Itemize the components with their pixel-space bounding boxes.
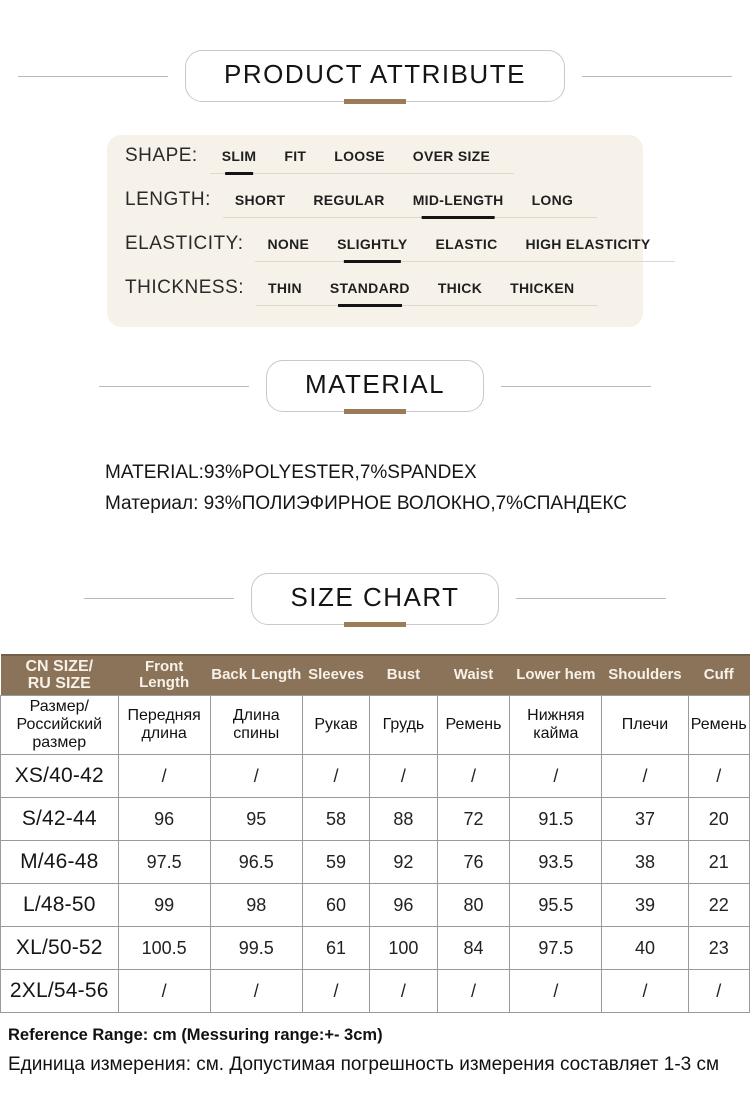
value-front-length: 99 [118, 884, 210, 927]
col-subheader-back-length: Длина спины [210, 696, 302, 755]
value-lower-hem: / [510, 755, 602, 798]
attribute-options [210, 148, 514, 174]
value-sleeves: 59 [302, 841, 369, 884]
size-row-s-42-44 [1, 798, 750, 841]
value-bust: 100 [370, 927, 437, 970]
value-back-length: / [210, 970, 302, 1013]
col-subheader-waist: Ремень [437, 696, 510, 755]
attribute-row-thickness [125, 277, 625, 321]
attribute-label: SHAPE: [125, 145, 198, 166]
value-waist: 72 [437, 798, 510, 841]
value-cuff: 20 [688, 798, 749, 841]
size-row-xl-50-52 [1, 927, 750, 970]
size-chart-title-box [251, 573, 498, 625]
col-subheader-cn-ru-size: Размер/ Российский размер [1, 696, 119, 755]
value-shoulders: 38 [602, 841, 688, 884]
value-sleeves: 58 [302, 798, 369, 841]
value-front-length: 97.5 [118, 841, 210, 884]
size-row-l-48-50 [1, 884, 750, 927]
attribute-option-thicken: THICKEN [510, 280, 575, 296]
attribute-option-slightly: SLIGHTLY [337, 236, 408, 252]
value-waist: / [437, 755, 510, 798]
divider-line [84, 598, 234, 599]
col-header-shoulders: Shoulders [602, 655, 688, 696]
attribute-row-shape [125, 145, 625, 189]
col-header-front-length: Front Length [118, 655, 210, 696]
size-row-2xl-54-56 [1, 970, 750, 1013]
size-row-xs-40-42 [1, 755, 750, 798]
value-sleeves: 60 [302, 884, 369, 927]
material-title: MATERIAL [304, 369, 446, 399]
product-attribute-title: PRODUCT ATTRIBUTE [224, 59, 526, 89]
value-cuff: / [688, 755, 749, 798]
size-label: M/46-48 [1, 841, 119, 884]
value-bust: 96 [370, 884, 437, 927]
value-back-length: / [210, 755, 302, 798]
size-label: S/42-44 [1, 798, 119, 841]
size-label: L/48-50 [1, 884, 119, 927]
divider-line [582, 76, 732, 77]
value-waist: / [437, 970, 510, 1013]
col-header-cuff: Cuff [688, 655, 749, 696]
value-bust: / [370, 970, 437, 1013]
value-shoulders: 37 [602, 798, 688, 841]
material-header-band [0, 360, 750, 412]
value-sleeves: / [302, 970, 369, 1013]
size-label: XS/40-42 [1, 755, 119, 798]
attribute-label: THICKNESS: [125, 277, 245, 298]
value-front-length: 100.5 [118, 927, 210, 970]
attribute-option-high-elasticity: HIGH ELASTICITY [525, 236, 651, 252]
attribute-option-mid-length: MID-LENGTH [412, 192, 504, 208]
value-cuff: 21 [688, 841, 749, 884]
value-cuff: 23 [688, 927, 749, 970]
product-detail-page [0, 50, 750, 1076]
attribute-row-length [125, 189, 625, 233]
attribute-option-slim: SLIM [221, 148, 257, 164]
title-accent-bar [344, 99, 406, 104]
value-front-length: 96 [118, 798, 210, 841]
title-accent-bar [344, 409, 406, 414]
value-sleeves: 61 [302, 927, 369, 970]
col-header-sleeves: Sleeves [302, 655, 369, 696]
attribute-row-elasticity [125, 233, 651, 277]
attribute-option-elastic: ELASTIC [435, 236, 498, 252]
table-header-row-en [1, 655, 750, 696]
value-waist: 76 [437, 841, 510, 884]
attribute-option-short: SHORT [234, 192, 286, 208]
reference-range-note-ru: Единица измерения: см. Допустимая погрешность измерения составляет 1-3 см [8, 1054, 720, 1076]
value-shoulders: / [602, 755, 688, 798]
attribute-options [223, 192, 597, 218]
value-lower-hem: / [510, 970, 602, 1013]
size-chart-title: SIZE CHART [290, 581, 460, 612]
divider-line [18, 76, 168, 77]
attribute-option-thin: THIN [268, 280, 302, 296]
size-row-m-46-48 [1, 841, 750, 884]
value-bust: / [370, 755, 437, 798]
reference-range-note-en: Reference Range: cm (Messuring range:+- 3cm) [8, 1026, 383, 1045]
value-cuff: 22 [688, 884, 749, 927]
value-waist: 80 [437, 884, 510, 927]
col-header-lower-hem: Lower hem [510, 655, 602, 696]
size-chart-header-band [0, 573, 750, 625]
attribute-option-none: NONE [267, 236, 310, 252]
value-front-length: / [118, 755, 210, 798]
divider-line [99, 386, 249, 387]
table-header-row-ru [1, 696, 750, 755]
material-line-en: MATERIAL:93%POLYESTER,7%SPANDEX [105, 462, 477, 483]
value-lower-hem: 91.5 [510, 798, 602, 841]
title-accent-bar [344, 622, 406, 627]
col-subheader-cuff: Ремень [688, 696, 749, 755]
product-attribute-header-band [0, 50, 750, 102]
attribute-option-long: LONG [531, 192, 574, 208]
value-back-length: 99.5 [210, 927, 302, 970]
attribute-label: LENGTH: [125, 189, 211, 210]
attribute-option-regular: REGULAR [313, 192, 385, 208]
material-title-box [266, 360, 484, 412]
divider-line [516, 598, 666, 599]
col-subheader-front-length: Передняя длина [118, 696, 210, 755]
attribute-options [255, 236, 674, 262]
value-back-length: 95 [210, 798, 302, 841]
value-bust: 88 [370, 798, 437, 841]
material-line-ru: Материал: 93%ПОЛИЭФИРНОЕ ВОЛОКНО,7%СПАНДЕКС [105, 492, 627, 514]
col-subheader-sleeves: Рукав [302, 696, 369, 755]
value-shoulders: 40 [602, 927, 688, 970]
col-header-bust: Bust [370, 655, 437, 696]
col-subheader-lower-hem: Нижняя кайма [510, 696, 602, 755]
value-front-length: / [118, 970, 210, 1013]
col-subheader-bust: Грудь [370, 696, 437, 755]
product-attribute-title-box [185, 50, 565, 102]
divider-line [501, 386, 651, 387]
size-label: XL/50-52 [1, 927, 119, 970]
size-label: 2XL/54-56 [1, 970, 119, 1013]
value-shoulders: / [602, 970, 688, 1013]
value-back-length: 96.5 [210, 841, 302, 884]
attribute-options [256, 280, 598, 306]
col-subheader-shoulders: Плечи [602, 696, 688, 755]
value-shoulders: 39 [602, 884, 688, 927]
value-cuff: / [688, 970, 749, 1013]
value-lower-hem: 93.5 [510, 841, 602, 884]
value-lower-hem: 95.5 [510, 884, 602, 927]
attribute-label: ELASTICITY: [125, 233, 244, 254]
col-header-back-length: Back Length [210, 655, 302, 696]
value-lower-hem: 97.5 [510, 927, 602, 970]
attribute-option-over-size: OVER SIZE [412, 148, 491, 164]
value-waist: 84 [437, 927, 510, 970]
attribute-option-thick: THICK [437, 280, 483, 296]
attribute-option-fit: FIT [284, 148, 307, 164]
attribute-option-loose: LOOSE [334, 148, 385, 164]
attribute-panel [107, 135, 651, 327]
material-composition [105, 458, 750, 520]
col-header-waist: Waist [437, 655, 510, 696]
size-chart-table [0, 654, 750, 1014]
col-header-cn-ru-size: CN SIZE/ RU SIZE [1, 655, 119, 696]
value-bust: 92 [370, 841, 437, 884]
attribute-option-standard: STANDARD [329, 280, 410, 296]
value-back-length: 98 [210, 884, 302, 927]
value-sleeves: / [302, 755, 369, 798]
